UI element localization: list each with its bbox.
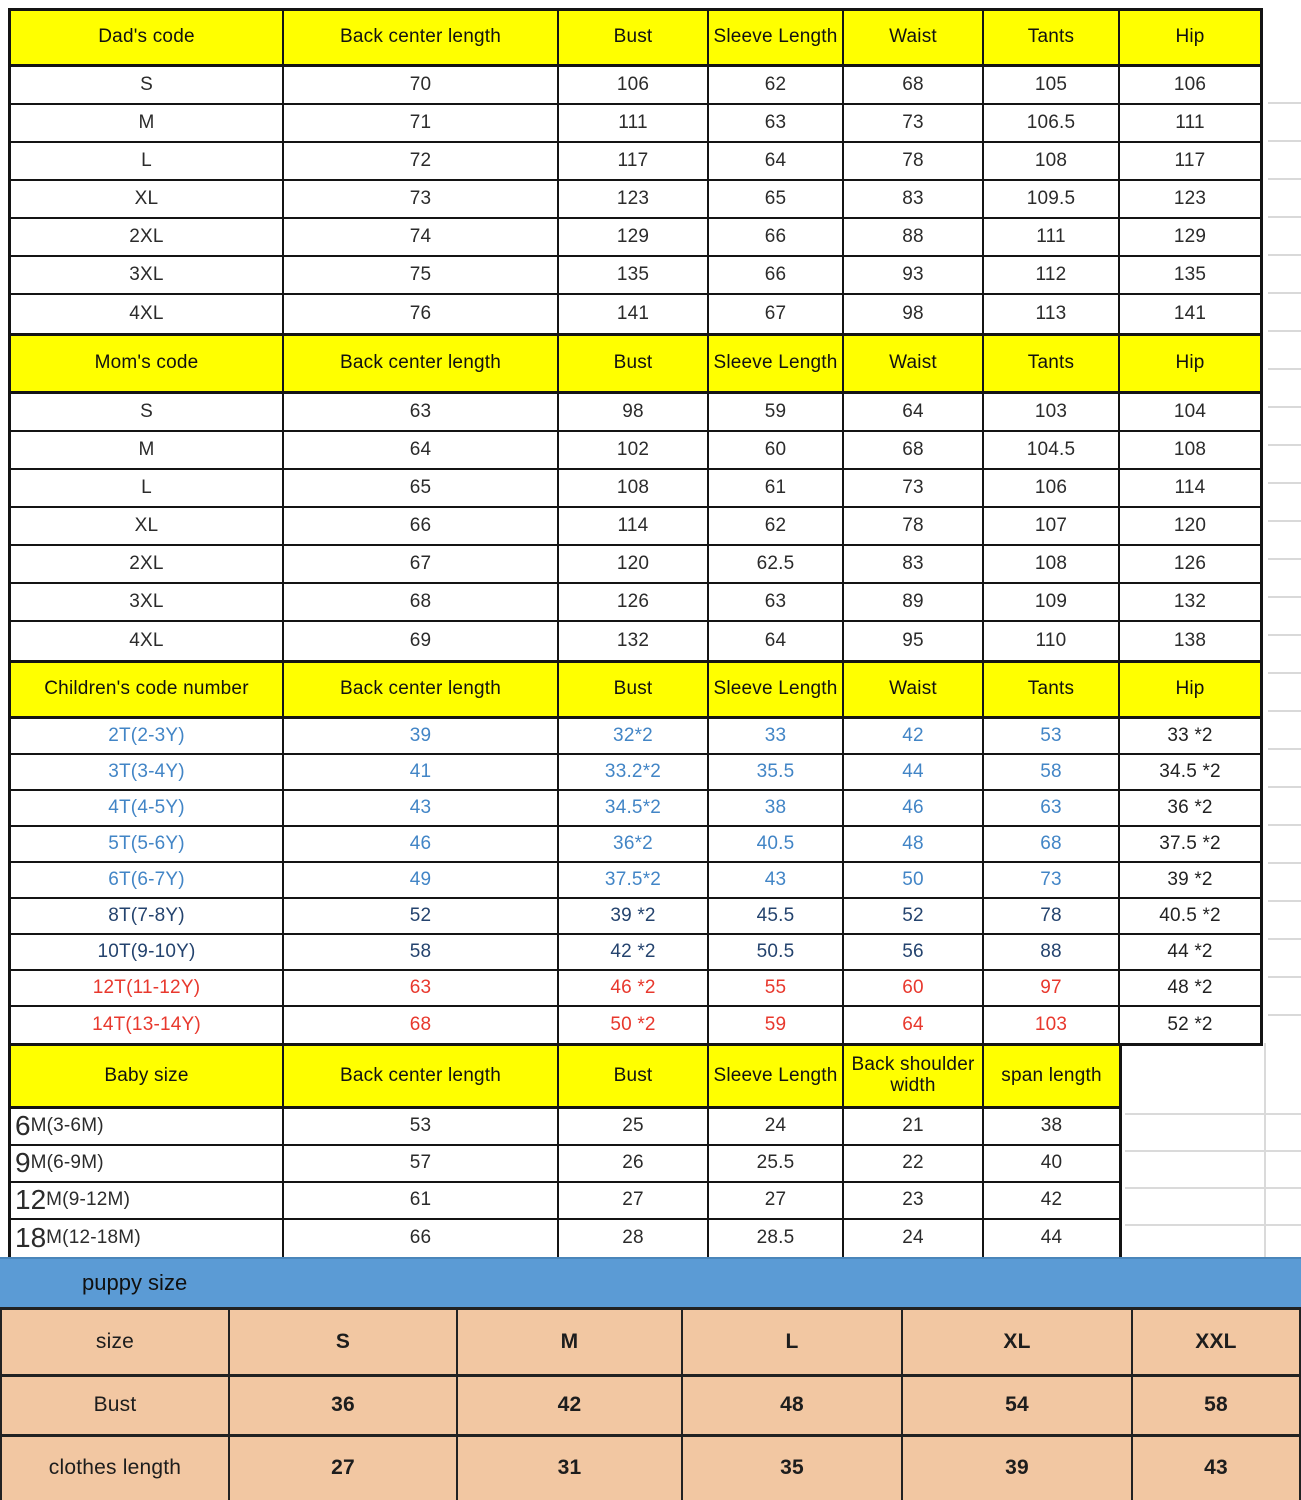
cell-hip: 34.5 *2 — [1159, 760, 1221, 782]
childrens-header-row — [11, 663, 1260, 719]
column-header-back-shoulder-width: Back shoulder width — [844, 1046, 984, 1106]
baby-header-row — [11, 1046, 1119, 1109]
cell-waist: 83 — [844, 546, 984, 582]
baby-size-number: 12 — [15, 1184, 47, 1216]
cell-tants: 113 — [984, 295, 1120, 333]
cell-sleeve: 50.5 — [709, 935, 844, 969]
column-header-hip: Hip — [1175, 352, 1205, 374]
cell-size-l: L — [683, 1310, 903, 1374]
cell-hip: 40.5 *2 — [1159, 904, 1221, 926]
baby-size-table — [8, 1043, 1122, 1260]
cell-size-s: S — [230, 1310, 458, 1374]
cell-back-center-length: 64 — [284, 432, 559, 468]
cell-bust: 46 *2 — [559, 971, 709, 1005]
cell-waist: 78 — [844, 143, 984, 179]
cell-tants: 68 — [984, 827, 1120, 861]
cell-back-center-length: 72 — [284, 143, 559, 179]
table-row — [11, 546, 1260, 584]
table-row — [11, 755, 1260, 791]
column-header-hip: Hip — [1175, 26, 1205, 48]
cell-sleeve: 28.5 — [709, 1220, 844, 1257]
cell-back-center-length: 65 — [284, 470, 559, 506]
column-header-waist: Waist — [844, 663, 984, 716]
cell-back-shoulder-width: 21 — [844, 1109, 984, 1144]
cell-code: 4T(4-5Y) — [11, 791, 284, 825]
cell-size-label: size — [2, 1310, 230, 1374]
cell-back-center-length: 76 — [284, 295, 559, 333]
cell-hip: 141 — [1173, 302, 1207, 324]
cell-back-center-length: 70 — [284, 67, 559, 103]
table-row — [11, 295, 1260, 333]
cell-sleeve: 63 — [709, 584, 844, 620]
cell-back-center-length: 61 — [284, 1183, 559, 1218]
cell-bust: 111 — [559, 105, 709, 141]
baby-size-number: 18 — [15, 1222, 47, 1254]
cell-back-center-length: 49 — [284, 863, 559, 897]
cell-bust: 50 *2 — [559, 1007, 709, 1043]
cell-tants: 106.5 — [984, 105, 1120, 141]
column-header-bust: Bust — [559, 11, 709, 64]
moms-header-row — [11, 336, 1260, 394]
cell-bust: 32*2 — [559, 719, 709, 753]
table-row — [11, 1007, 1260, 1043]
moms-rows — [11, 394, 1260, 660]
cell-hip: 48 *2 — [1167, 976, 1213, 998]
table-row — [11, 827, 1260, 863]
cell-hip: 52 *2 — [1167, 1013, 1213, 1035]
table-row — [11, 470, 1260, 508]
cell-code: L — [11, 143, 284, 179]
cell-waist: 46 — [844, 791, 984, 825]
cell-waist: 60 — [844, 971, 984, 1005]
cell-hip: 120 — [1173, 514, 1207, 536]
dads-header-row — [11, 11, 1260, 67]
cell-waist: 68 — [844, 432, 984, 468]
cell-code: 3XL — [11, 584, 284, 620]
cell-hip: 33 *2 — [1167, 724, 1213, 746]
table-row — [11, 1109, 1119, 1146]
dads-rows — [11, 67, 1260, 333]
cell-code: 2XL — [11, 219, 284, 255]
cell-waist: 42 — [844, 719, 984, 753]
cell-back-center-length: 66 — [284, 508, 559, 544]
baby-size-number: 9 — [15, 1147, 31, 1179]
column-header-sleeve-length: Sleeve Length — [709, 1046, 844, 1106]
cell-tants: 58 — [984, 755, 1120, 789]
cell-waist: 64 — [844, 1007, 984, 1043]
cell-baby-size — [11, 1183, 284, 1218]
table-row — [11, 719, 1260, 755]
cell-size-xxl: XXL — [1195, 1329, 1237, 1353]
cell-back-center-length: 69 — [284, 622, 559, 660]
cell-span-length: 38 — [1040, 1115, 1063, 1137]
baby-size-range: M(12-18M) — [46, 1227, 141, 1249]
column-header-bust: Bust — [559, 1046, 709, 1106]
cell-hip: 114 — [1174, 476, 1206, 498]
cell-hip: 129 — [1173, 225, 1207, 247]
column-header-back-center-length: Back center length — [284, 1046, 559, 1106]
puppy-length-row — [2, 1437, 1299, 1500]
cell-back-shoulder-width: 22 — [844, 1146, 984, 1181]
baby-right-gridline-vertical — [1264, 1043, 1266, 1257]
table-row — [11, 143, 1260, 181]
right-gridline-strip — [1268, 66, 1301, 1046]
cell-length-xl: 39 — [903, 1437, 1133, 1500]
cell-baby-size — [11, 1220, 284, 1257]
cell-back-center-length: 52 — [284, 899, 559, 933]
cell-sleeve: 63 — [709, 105, 844, 141]
cell-bust: 25 — [559, 1109, 709, 1144]
cell-sleeve: 64 — [709, 143, 844, 179]
cell-tants: 107 — [984, 508, 1120, 544]
column-header-code: Children's code number — [11, 663, 284, 716]
cell-baby-size — [11, 1146, 284, 1181]
cell-size-xl: XL — [903, 1310, 1133, 1374]
cell-bust: 42 *2 — [559, 935, 709, 969]
cell-bust: 98 — [559, 394, 709, 430]
cell-code: 3XL — [11, 257, 284, 293]
cell-tants: 103 — [984, 394, 1120, 430]
table-row — [11, 1220, 1119, 1257]
cell-sleeve: 25.5 — [709, 1146, 844, 1181]
cell-waist: 73 — [844, 105, 984, 141]
table-row — [11, 791, 1260, 827]
table-row — [11, 899, 1260, 935]
cell-hip: 39 *2 — [1167, 868, 1213, 890]
cell-tants: 103 — [984, 1007, 1120, 1043]
cell-code: 4XL — [11, 622, 284, 660]
cell-bust: 106 — [559, 67, 709, 103]
puppy-size-table — [0, 1307, 1301, 1500]
cell-code: 6T(6-7Y) — [11, 863, 284, 897]
column-header-code: Dad's code — [11, 11, 284, 64]
cell-back-center-length: 46 — [284, 827, 559, 861]
table-row — [11, 863, 1260, 899]
column-header-back-center-length: Back center length — [284, 11, 559, 64]
cell-tants: 111 — [984, 219, 1120, 255]
cell-sleeve: 60 — [709, 432, 844, 468]
cell-length-xxl: 43 — [1204, 1456, 1228, 1480]
childrens-size-table — [8, 660, 1263, 1046]
cell-waist: 56 — [844, 935, 984, 969]
cell-tants: 108 — [984, 143, 1120, 179]
cell-waist: 89 — [844, 584, 984, 620]
cell-bust: 33.2*2 — [559, 755, 709, 789]
baby-size-range: M(9-12M) — [46, 1189, 131, 1211]
cell-code: 5T(5-6Y) — [11, 827, 284, 861]
cell-tants: 109 — [984, 584, 1120, 620]
cell-tants: 110 — [984, 622, 1120, 660]
cell-back-shoulder-width: 23 — [844, 1183, 984, 1218]
table-row — [11, 1183, 1119, 1220]
table-row — [11, 257, 1260, 295]
cell-back-center-length: 43 — [284, 791, 559, 825]
cell-tants: 106 — [984, 470, 1120, 506]
cell-span-length: 44 — [1040, 1227, 1063, 1249]
cell-hip: 36 *2 — [1167, 796, 1213, 818]
cell-sleeve: 24 — [709, 1109, 844, 1144]
cell-code: M — [11, 432, 284, 468]
cell-back-center-length: 73 — [284, 181, 559, 217]
cell-waist: 88 — [844, 219, 984, 255]
cell-hip: 135 — [1173, 263, 1207, 285]
cell-sleeve: 62 — [709, 67, 844, 103]
cell-bust: 120 — [559, 546, 709, 582]
cell-bust-label: Bust — [2, 1377, 230, 1434]
cell-length-s: 27 — [230, 1437, 458, 1500]
cell-sleeve: 33 — [709, 719, 844, 753]
column-header-span-length: span length — [1001, 1064, 1102, 1086]
cell-code: S — [11, 67, 284, 103]
column-header-tants: Tants — [984, 336, 1120, 391]
cell-hip: 111 — [1175, 111, 1205, 133]
cell-bust: 28 — [559, 1220, 709, 1257]
cell-sleeve: 61 — [709, 470, 844, 506]
table-row — [11, 432, 1260, 470]
cell-waist: 68 — [844, 67, 984, 103]
cell-back-center-length: 63 — [284, 971, 559, 1005]
puppy-size-row — [2, 1310, 1299, 1377]
column-header-bust: Bust — [559, 336, 709, 391]
column-header-sleeve-length: Sleeve Length — [709, 336, 844, 391]
cell-back-center-length: 63 — [284, 394, 559, 430]
cell-sleeve: 55 — [709, 971, 844, 1005]
cell-baby-size — [11, 1109, 284, 1144]
cell-bust: 34.5*2 — [559, 791, 709, 825]
table-row — [11, 584, 1260, 622]
cell-back-center-length: 68 — [284, 1007, 559, 1043]
cell-back-center-length: 67 — [284, 546, 559, 582]
cell-code: 2T(2-3Y) — [11, 719, 284, 753]
cell-length-m: 31 — [458, 1437, 683, 1500]
moms-size-table — [8, 333, 1263, 663]
baby-size-range: M(6-9M) — [30, 1152, 104, 1174]
cell-tants: 88 — [984, 935, 1120, 969]
cell-sleeve: 38 — [709, 791, 844, 825]
cell-tants: 108 — [984, 546, 1120, 582]
cell-waist: 52 — [844, 899, 984, 933]
cell-bust: 129 — [559, 219, 709, 255]
dads-size-table — [8, 8, 1263, 336]
cell-tants: 97 — [984, 971, 1120, 1005]
cell-waist: 83 — [844, 181, 984, 217]
cell-bust: 108 — [559, 470, 709, 506]
cell-tants: 73 — [984, 863, 1120, 897]
cell-tants: 105 — [984, 67, 1120, 103]
column-header-sleeve-length: Sleeve Length — [709, 663, 844, 716]
cell-span-length: 42 — [1040, 1189, 1063, 1211]
cell-back-center-length: 39 — [284, 719, 559, 753]
cell-bust-l: 48 — [683, 1377, 903, 1434]
cell-back-center-length: 74 — [284, 219, 559, 255]
cell-back-shoulder-width: 24 — [844, 1220, 984, 1257]
cell-code: S — [11, 394, 284, 430]
cell-tants: 112 — [984, 257, 1120, 293]
cell-bust-xxl: 58 — [1204, 1393, 1228, 1417]
cell-bust: 37.5*2 — [559, 863, 709, 897]
cell-code: L — [11, 470, 284, 506]
table-row — [11, 67, 1260, 105]
cell-back-center-length: 68 — [284, 584, 559, 620]
cell-tants: 109.5 — [984, 181, 1120, 217]
puppy-bust-row — [2, 1377, 1299, 1437]
cell-code: 3T(3-4Y) — [11, 755, 284, 789]
cell-tants: 53 — [984, 719, 1120, 753]
cell-waist: 98 — [844, 295, 984, 333]
cell-back-center-length: 66 — [284, 1220, 559, 1257]
baby-size-range: M(3-6M) — [30, 1115, 104, 1137]
cell-bust: 132 — [559, 622, 709, 660]
cell-tants: 78 — [984, 899, 1120, 933]
cell-bust: 123 — [559, 181, 709, 217]
cell-code: 4XL — [11, 295, 284, 333]
cell-code: 2XL — [11, 546, 284, 582]
cell-bust-m: 42 — [458, 1377, 683, 1434]
cell-hip: 44 *2 — [1167, 940, 1213, 962]
table-row — [11, 935, 1260, 971]
cell-code: XL — [11, 181, 284, 217]
baby-right-gridline-area — [1125, 1078, 1301, 1260]
cell-sleeve: 43 — [709, 863, 844, 897]
table-row — [11, 219, 1260, 257]
table-row — [11, 508, 1260, 546]
cell-code: 14T(13-14Y) — [11, 1007, 284, 1043]
column-header-code: Mom's code — [11, 336, 284, 391]
cell-sleeve: 35.5 — [709, 755, 844, 789]
cell-code: 8T(7-8Y) — [11, 899, 284, 933]
cell-bust: 102 — [559, 432, 709, 468]
cell-bust-xl: 54 — [903, 1377, 1133, 1434]
cell-hip: 138 — [1173, 629, 1207, 651]
cell-back-center-length: 58 — [284, 935, 559, 969]
puppy-size-banner-label: puppy size — [82, 1270, 188, 1295]
childrens-rows — [11, 719, 1260, 1043]
cell-bust: 126 — [559, 584, 709, 620]
table-row — [11, 105, 1260, 143]
cell-hip: 132 — [1173, 590, 1207, 612]
cell-sleeve: 64 — [709, 622, 844, 660]
cell-bust: 114 — [559, 508, 709, 544]
cell-hip: 37.5 *2 — [1159, 832, 1221, 854]
cell-sleeve: 65 — [709, 181, 844, 217]
cell-hip: 106 — [1173, 73, 1207, 95]
column-header-bust: Bust — [559, 663, 709, 716]
baby-size-number: 6 — [15, 1110, 31, 1142]
cell-waist: 95 — [844, 622, 984, 660]
cell-bust: 117 — [559, 143, 709, 179]
column-header-hip: Hip — [1175, 678, 1205, 700]
table-row — [11, 971, 1260, 1007]
cell-waist: 78 — [844, 508, 984, 544]
cell-code: 10T(9-10Y) — [11, 935, 284, 969]
cell-hip: 126 — [1173, 552, 1207, 574]
puppy-size-banner — [0, 1257, 1301, 1307]
cell-waist: 44 — [844, 755, 984, 789]
cell-span-length: 40 — [1040, 1152, 1063, 1174]
cell-sleeve: 45.5 — [709, 899, 844, 933]
table-row — [11, 181, 1260, 219]
cell-bust: 36*2 — [559, 827, 709, 861]
column-header-tants: Tants — [984, 663, 1120, 716]
table-row — [11, 622, 1260, 660]
column-header-back-center-length: Back center length — [284, 336, 559, 391]
cell-code: 12T(11-12Y) — [11, 971, 284, 1005]
table-row — [11, 1146, 1119, 1183]
cell-bust: 141 — [559, 295, 709, 333]
baby-rows — [11, 1109, 1119, 1257]
cell-code: XL — [11, 508, 284, 544]
column-header-sleeve-length: Sleeve Length — [709, 11, 844, 64]
cell-waist: 93 — [844, 257, 984, 293]
cell-length-label: clothes length — [2, 1437, 230, 1500]
cell-bust: 27 — [559, 1183, 709, 1218]
cell-sleeve: 62.5 — [709, 546, 844, 582]
cell-code: M — [11, 105, 284, 141]
cell-sleeve: 66 — [709, 257, 844, 293]
column-header-waist: Waist — [844, 11, 984, 64]
cell-tants: 63 — [984, 791, 1120, 825]
cell-back-center-length: 53 — [284, 1109, 559, 1144]
cell-bust: 135 — [559, 257, 709, 293]
cell-sleeve: 59 — [709, 1007, 844, 1043]
cell-bust: 26 — [559, 1146, 709, 1181]
cell-sleeve: 62 — [709, 508, 844, 544]
cell-hip: 117 — [1174, 149, 1206, 171]
column-header-waist: Waist — [844, 336, 984, 391]
cell-bust: 39 *2 — [559, 899, 709, 933]
cell-waist: 73 — [844, 470, 984, 506]
cell-back-center-length: 57 — [284, 1146, 559, 1181]
cell-hip: 123 — [1173, 187, 1207, 209]
cell-waist: 64 — [844, 394, 984, 430]
cell-hip: 104 — [1173, 400, 1207, 422]
cell-back-center-length: 71 — [284, 105, 559, 141]
cell-waist: 50 — [844, 863, 984, 897]
column-header-tants: Tants — [984, 11, 1120, 64]
cell-sleeve: 40.5 — [709, 827, 844, 861]
cell-waist: 48 — [844, 827, 984, 861]
cell-length-l: 35 — [683, 1437, 903, 1500]
cell-size-m: M — [458, 1310, 683, 1374]
cell-back-center-length: 41 — [284, 755, 559, 789]
cell-sleeve: 59 — [709, 394, 844, 430]
cell-back-center-length: 75 — [284, 257, 559, 293]
column-header-back-center-length: Back center length — [284, 663, 559, 716]
table-row — [11, 394, 1260, 432]
column-header-baby-size: Baby size — [11, 1046, 284, 1106]
cell-sleeve: 66 — [709, 219, 844, 255]
cell-tants: 104.5 — [984, 432, 1120, 468]
cell-sleeve: 67 — [709, 295, 844, 333]
cell-bust-s: 36 — [230, 1377, 458, 1434]
cell-hip: 108 — [1173, 438, 1207, 460]
cell-sleeve: 27 — [709, 1183, 844, 1218]
